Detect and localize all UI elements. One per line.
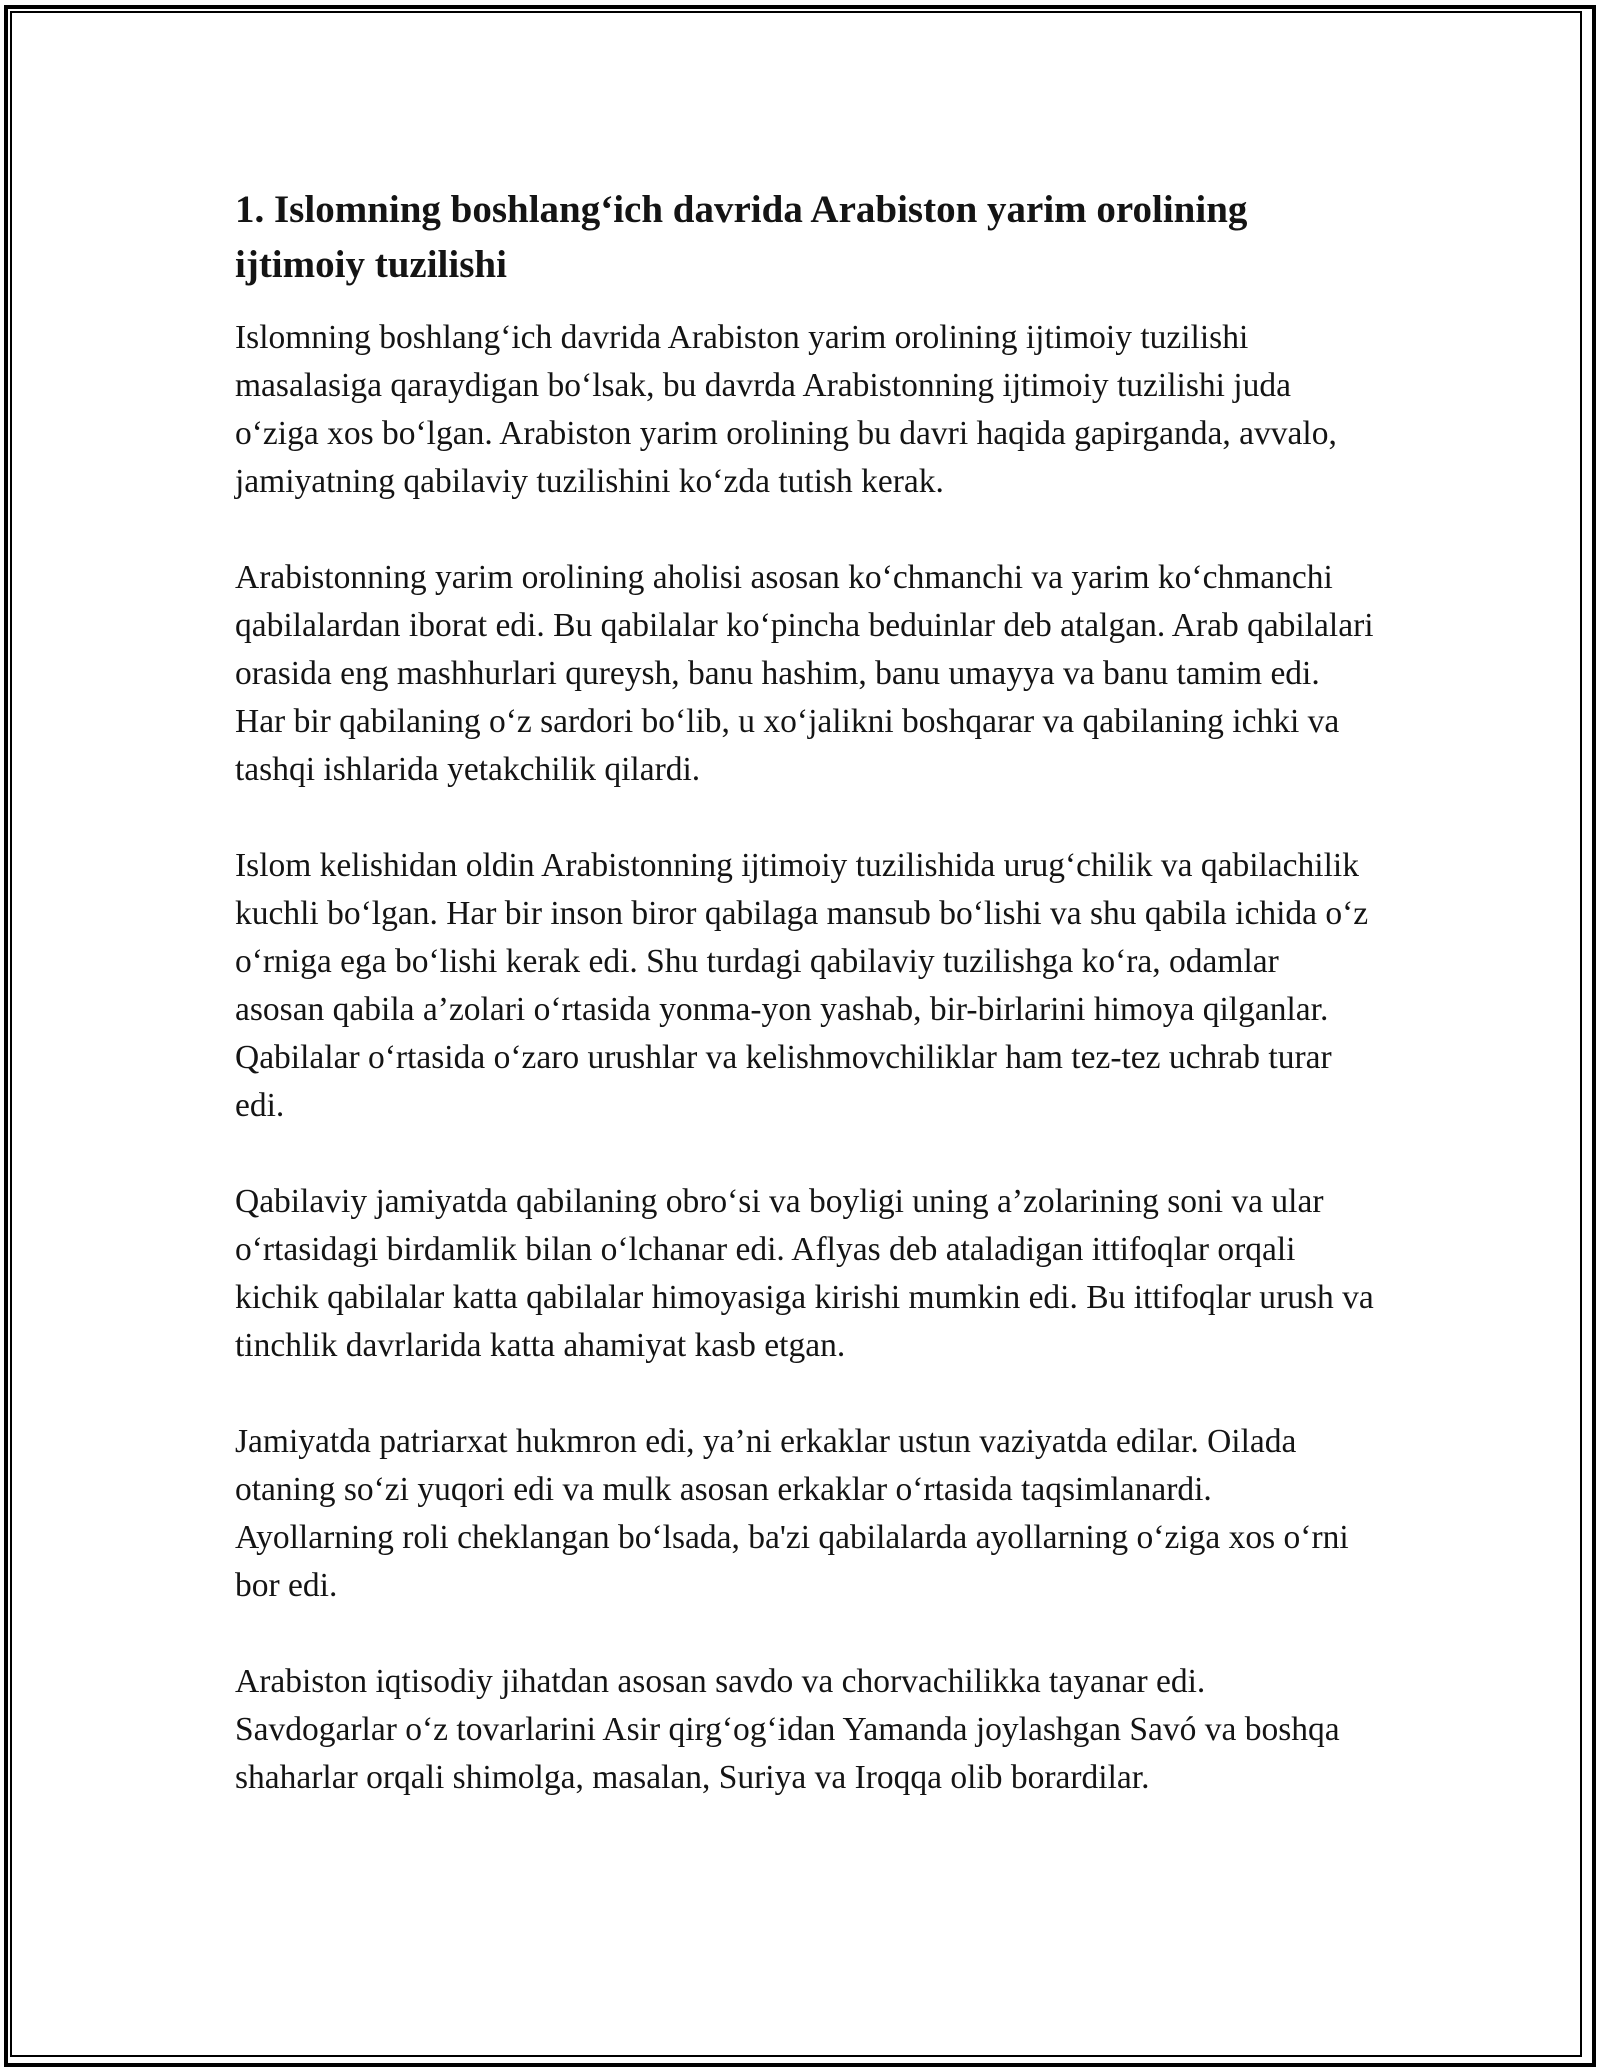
paragraph-1: Islomning boshlang‘ich davrida Arabiston yarim orolining ijtimoiy tuzilishi masalasiga qaraydigan bo‘lsak, bu davrda Arabistonning ijtimoiy tuzilishi juda o‘ziga xos bo‘lgan. Arabiston yarim orolining bu davri haqida gapirganda, avvalo, jamiyatning qabilaviy tuzilishini ko‘zda tutish kerak. [235,319,1337,500]
document-body [235,182,1375,1802]
paragraph-4: Qabilaviy jamiyatda qabilaning obro‘si va boyligi uning a’zolarining soni va ular o‘rtasidagi birdamlik bilan o‘lchanar edi. Aflyas deb ataladigan ittifoqlar orqali kichik qabilalar katta qabilalar himoyasiga kirishi mumkin edi. Bu ittifoqlar urush va tinchlik davrlarida katta ahamiyat kasb etgan. [235,1183,1374,1364]
paragraph-5: Jamiyatda patriarxat hukmron edi, ya’ni erkaklar ustun vaziyatda edilar. Oilada otaning so‘zi yuqori edi va mulk asosan erkaklar o‘rtasida taqsimlanardi. Ayollarning roli cheklangan bo‘lsada, ba'zi qabilalarda ayollarning o‘ziga xos o‘rni bor edi. [235,1423,1349,1604]
paragraph-6: Arabiston iqtisodiy jihatdan asosan savdo va chorvachilikka tayanar edi. Savdogarlar o‘z tovarlarini Asir qirg‘og‘idan Yamanda joylashgan Savó va boshqa shaharlar orqali shimolga, masalan, Suriya va Iroqqa olib borardilar. [235,1663,1340,1796]
section-title: 1. Islomning boshlang‘ich davrida Arabiston yarim orolining ijtimoiy tuzilishi [235,188,1248,286]
paragraph-3: Islom kelishidan oldin Arabistonning ijtimoiy tuzilishida urug‘chilik va qabilachilik kuchli bo‘lgan. Har bir inson biror qabilaga mansub bo‘lishi va shu qabila ichida o‘z o‘rniga ega bo‘lishi kerak edi. Shu turdagi qabilaviy tuzilishga ko‘ra, odamlar asosan qabila a’zolari o‘rtasida yonma-yon yashab, bir-birlarini himoya qilganlar. Qabilalar o‘rtasida o‘zaro urushlar va kelishmovchiliklar ham tez-tez uchrab turar edi. [235,847,1369,1124]
paragraph-2: Arabistonning yarim orolining aholisi asosan ko‘chmanchi va yarim ko‘chmanchi qabilalardan iborat edi. Bu qabilalar ko‘pincha beduinlar deb atalgan. Arab qabilalari orasida eng mashhurlari qureysh, banu hashim, banu umayya va banu tamim edi. Har bir qabilaning o‘z sardori bo‘lib, u xo‘jalikni boshqarar va qabilaning ichki va tashqi ishlarida yetakchilik qilardi. [235,559,1374,788]
